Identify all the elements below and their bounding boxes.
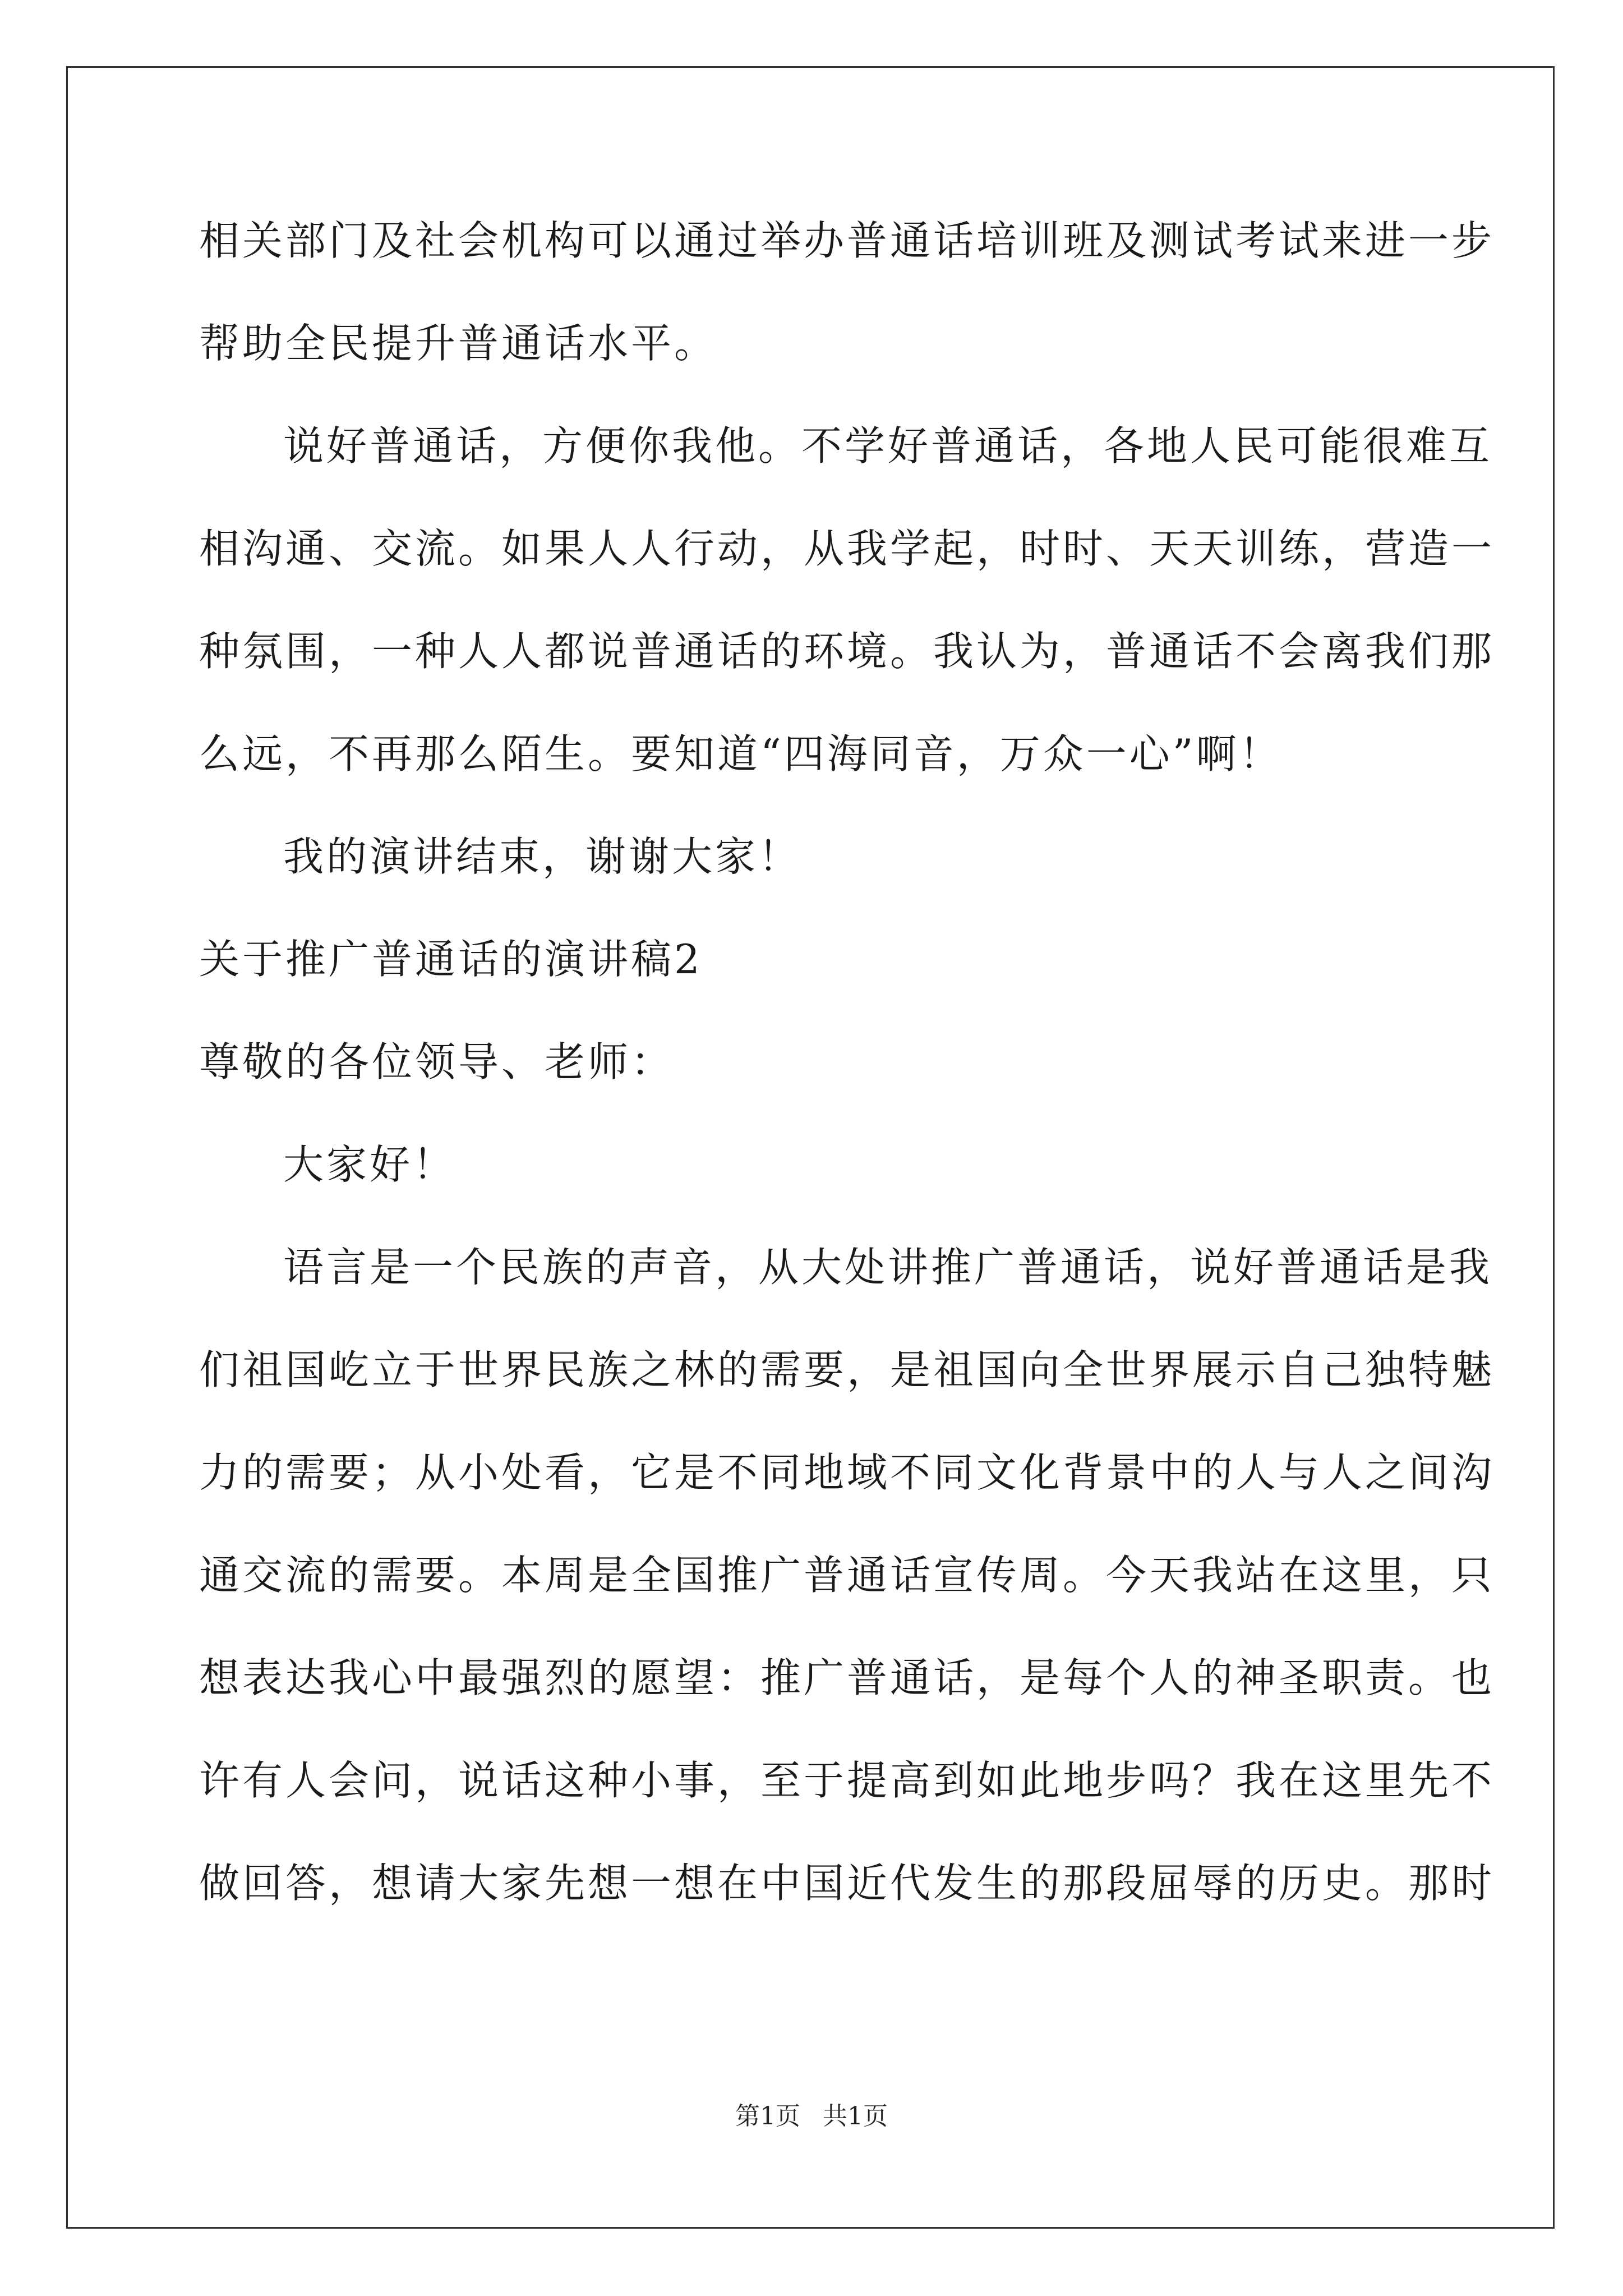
- paragraph-line: 相关部门及社会机构可以通过举办普通话培训班及测试考试来进一步: [199, 217, 1495, 264]
- salutation: 尊敬的各位领导、老师：: [199, 1038, 675, 1085]
- paragraph-line: 种氛围，一种人人都说普通话的环境。我认为，普通话不会离我们那: [199, 628, 1495, 675]
- paragraph-line: 许有人会问，说话这种小事，至于提高到如此地步吗？我在这里先不: [199, 1757, 1495, 1804]
- page-footer: [0, 2101, 1623, 2132]
- paragraph-line: 我的演讲结束，谢谢大家！: [283, 833, 802, 880]
- paragraph-line: 想表达我心中最强烈的愿望：推广普通话，是每个人的神圣职责。也: [199, 1654, 1495, 1701]
- greeting: 大家好！: [283, 1141, 457, 1188]
- paragraph-line: 说好普通话，方便你我他。不学好普通话，各地人民可能很难互: [283, 422, 1493, 470]
- page-number-current: 第1页: [735, 2102, 800, 2131]
- paragraph-line: 们祖国屹立于世界民族之林的需要，是祖国向全世界展示自己独特魅: [199, 1346, 1495, 1393]
- paragraph-line: 相沟通、交流。如果人人行动，从我学起，时时、天天训练，营造一: [199, 525, 1495, 572]
- paragraph-line: 帮助全民提升普通话水平。: [199, 320, 718, 367]
- section-heading: 关于推广普通话的演讲稿2: [199, 936, 703, 983]
- paragraph-line: 么远，不再那么陌生。要知道“四海同音，万众一心”啊！: [199, 730, 1283, 777]
- page-number-total: 共1页: [823, 2102, 888, 2131]
- paragraph-line: 语言是一个民族的声音，从大处讲推广普通话，说好普通话是我: [283, 1244, 1493, 1291]
- paragraph-line: 力的需要；从小处看，它是不同地域不同文化背景中的人与人之间沟: [199, 1449, 1495, 1496]
- paragraph-line: 通交流的需要。本周是全国推广普通话宣传周。今天我站在这里，只: [199, 1552, 1495, 1599]
- paragraph-line: 做回答，想请大家先想一想在中国近代发生的那段屈辱的历史。那时: [199, 1860, 1495, 1907]
